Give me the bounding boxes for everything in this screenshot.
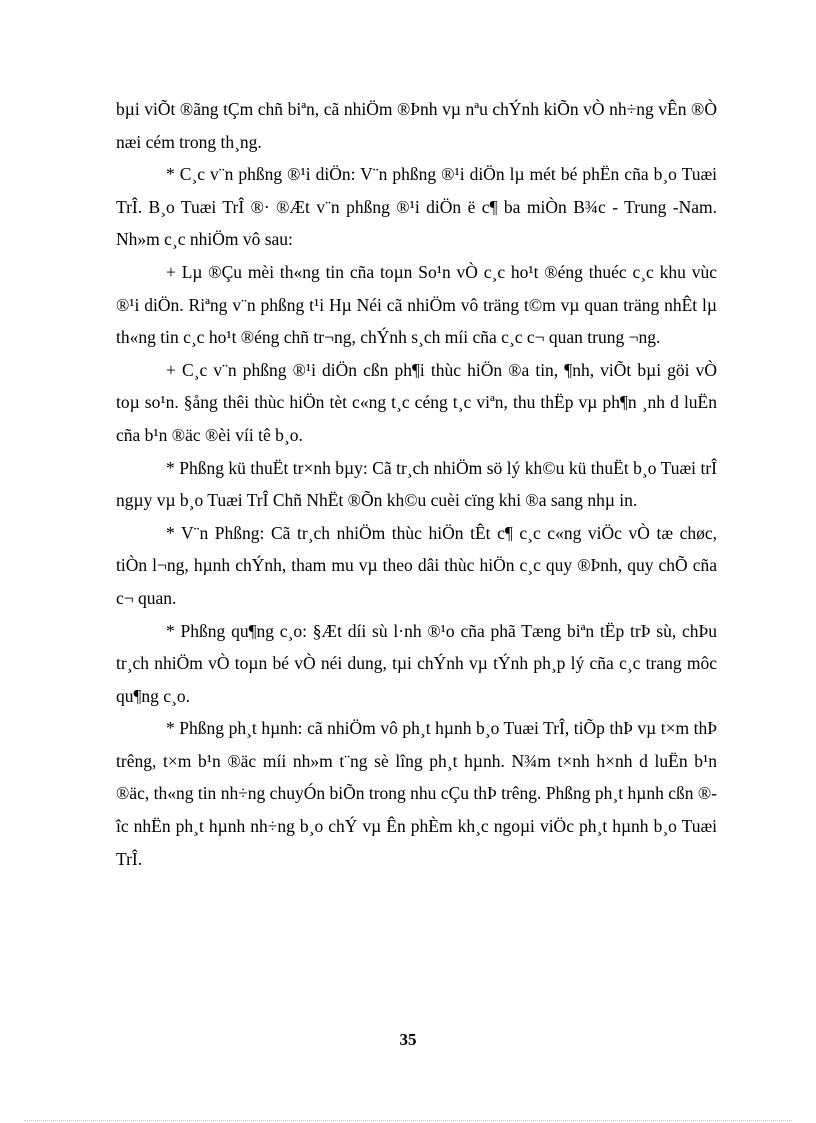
paragraph-distribution-department: * Phßng ph¸t hµnh: cã nhiÖm vô ph¸t hµnh b¸o Tuæi TrÎ, tiÕp thÞ vµ t×m thÞ trêng, t×m b¹n ®äc míi nh»m t¨ng sè lîng ph¸t hµnh. N¾m t×nh h×nh d luËn b¹n ®äc, th«ng tin nh÷ng chuyÓn biÕn trong nhu cÇu thÞ trêng. Phßng ph¸t hµnh cßn ®îc nhËn ph¸t hµnh nh÷ng b¸o chÝ vµ Ên phÈm kh¸c ngoµi viÖc ph¸t hµnh b¸o Tuæi TrÎ. xyxy=(116,718,717,869)
paragraph-advertising-department: * Phßng qu¶ng c¸o: §Æt díi sù l·nh ®¹o cña phã Tæng biªn tËp trÞ sù, chÞu tr¸ch nhiÖm vÒ toµn bé vÒ néi dung, tµi chÝnh vµ tÝnh ph¸p lý cña c¸c trang môc qu¶ng c¸o. xyxy=(116,620,717,706)
paragraph-information-hub: + Lµ ®Çu mèi th«ng tin cña toµn So¹n vÒ c¸c ho¹t ®éng thuéc c¸c khu vùc ®¹i diÖn. Riªng v¨n phßng t¹i Hµ Néi cã nhiÖm vô träng t©m vµ quan träng nhÊt lµ th«ng tin c¸c ho¹t ®éng chñ tr¬ng, chÝnh s¸ch míi cña c¸c c¬ quan trung ¬ng. xyxy=(116,261,717,348)
page-number: 35 xyxy=(399,1030,417,1049)
paragraph-representative-offices: * C¸c v¨n phßng ®¹i diÖn: V¨n phßng ®¹i diÖn lµ mét bé phËn cña b¸o Tuæi TrÎ. B¸o Tuæi TrÎ ®· ®Æt v¨n phßng ®¹i diÖn ë c¶ ba miÒn B¾c - Trung -Nam. Nh»m c¸c nhiÖm vô sau: xyxy=(116,164,717,250)
paragraph-reporting-duties: + C¸c v¨n phßng ®¹i diÖn cßn ph¶i thùc hiÖn ®a tin, ¶nh, viÕt bµi göi vÒ toµ so¹n. §ång thêi thùc hiÖn tèt c«ng t¸c céng t¸c viªn, thu thËp vµ ph¶n ¸nh d luËn cña b¹n ®äc ®èi víi tê b¸o. xyxy=(116,359,717,445)
footer-divider xyxy=(24,1120,792,1121)
paragraph-continuation: bµi viÕt ®ãng tÇm chñ biªn, cã nhiÖm ®Þnh vµ nªu chÝnh kiÕn vÒ nh÷ng vÊn ®Ò næi cém trong th¸ng. xyxy=(116,99,717,152)
paragraph-layout-department: * Phßng kü thuËt tr×nh bµy: Cã tr¸ch nhiÖm sö lý kh©u kü thuËt b¸o Tuæi trÎ ngµy vµ b¸o Tuæi TrÎ Chñ NhËt ®Õn kh©u cuèi cïng khi ®a sang nhµ in. xyxy=(116,457,717,511)
body-text xyxy=(116,93,717,875)
paragraph-administrative-office: * V¨n Phßng: Cã tr¸ch nhiÖm thùc hiÖn tÊt c¶ c¸c c«ng viÖc vÒ tæ chøc, tiÒn l¬ng, hµnh chÝnh, tham mu vµ theo dâi thùc hiÖn c¸c quy ®Þnh, quy chÕ cña c¬ quan. xyxy=(116,522,717,608)
